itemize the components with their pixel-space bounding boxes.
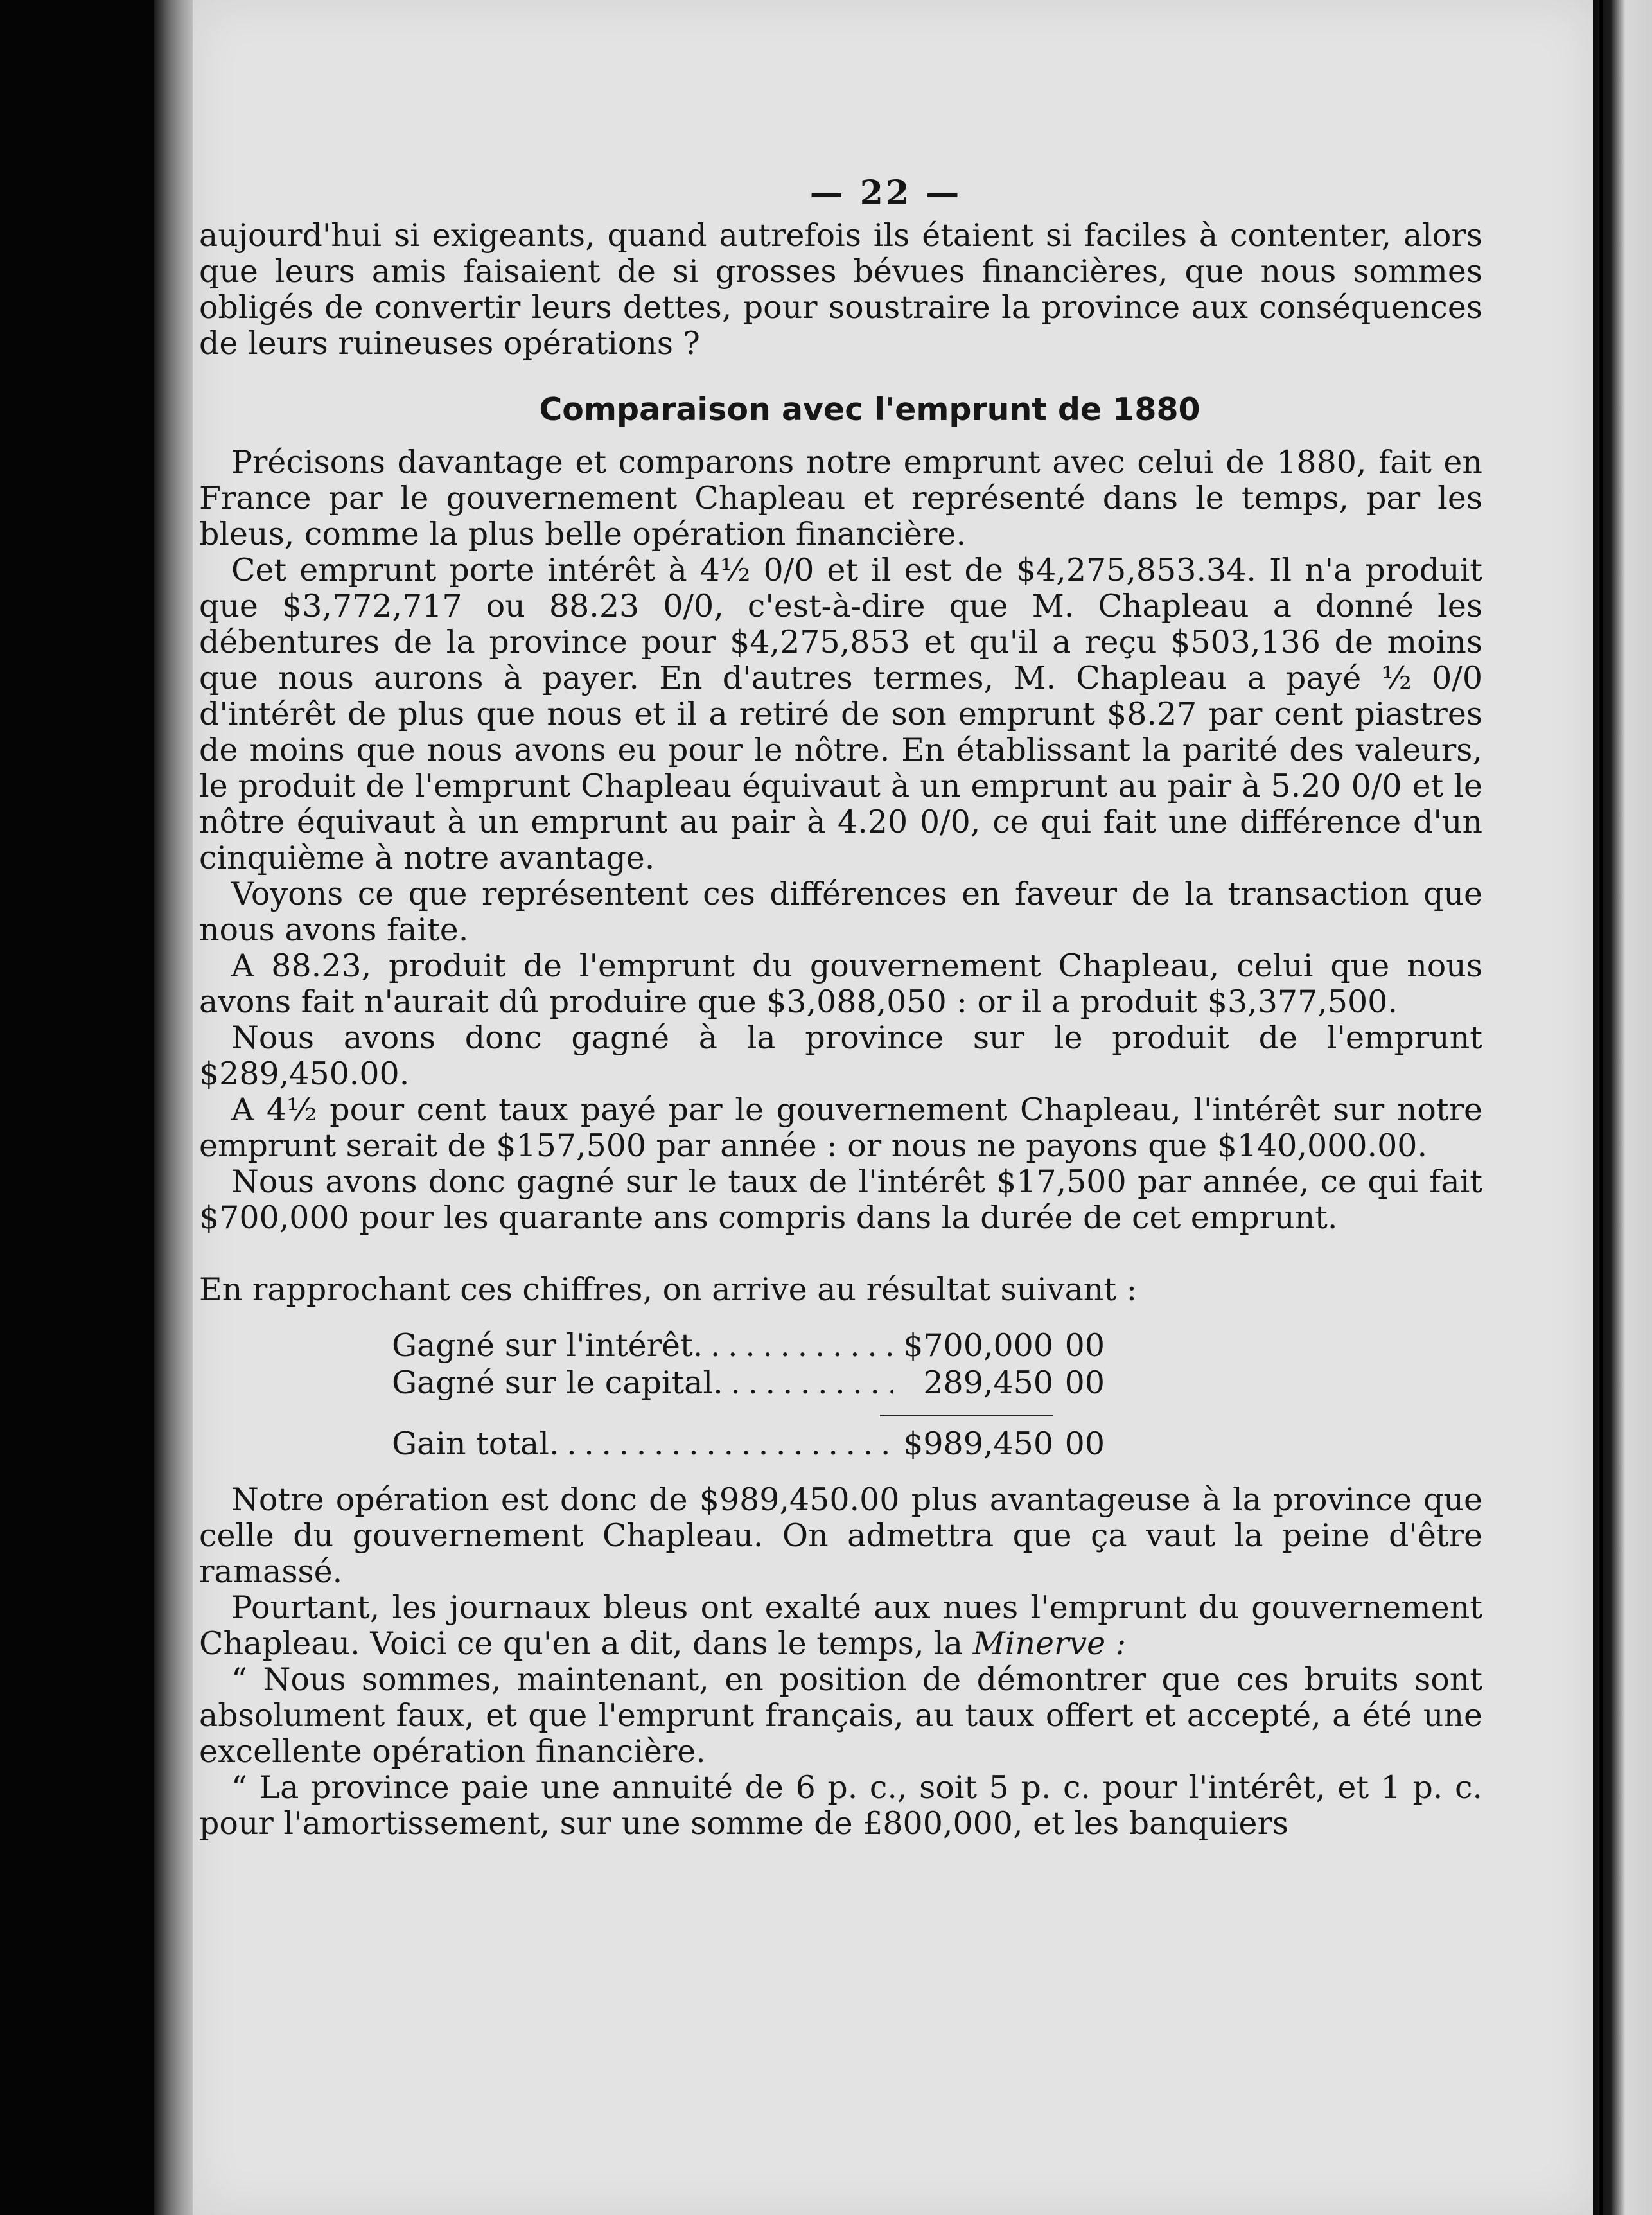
summary-total-amount: $989,450 bbox=[903, 1425, 1053, 1462]
summary-row bbox=[392, 1327, 1105, 1364]
summary-label: Gagné sur le capital bbox=[392, 1364, 714, 1401]
summary-total-row bbox=[392, 1425, 1105, 1463]
paragraph: aujourd'hui si exigeants, quand autrefois ils étaient si faciles à contenter, alors que leurs amis faisaient de si grosses bévues financières, que nous sommes obligés de convertir leurs dettes, pour soustraire la province aux conséquences de leurs ruineuses opérations ? bbox=[199, 217, 1482, 362]
paragraph: Nous avons donc gagné sur le taux de l'intérêt $17,500 par année, ce qui fait $700,000 pour les quarante ans compris dans la durée de cet emprunt. bbox=[199, 1163, 1482, 1236]
paragraph-text: Pourtant, les journaux bleus ont exalté aux nues l'emprunt du gouvernement Chapleau. Voici ce qu'en a dit, dans le temps, la bbox=[199, 1589, 1482, 1662]
summary-table bbox=[392, 1327, 1105, 1463]
section-heading: Comparaison avec l'emprunt de 1880 bbox=[539, 391, 1200, 428]
dot-leader bbox=[713, 1364, 893, 1402]
summary-label: Gagné sur l'intérêt bbox=[392, 1327, 693, 1364]
binding-edge bbox=[154, 0, 193, 2215]
summary-total-label: Gain total bbox=[392, 1425, 549, 1462]
summary-intro: En rapprochant ces chiffres, on arrive au résultat suivant : bbox=[199, 1271, 1138, 1308]
dot-leader bbox=[693, 1327, 893, 1364]
paragraph bbox=[199, 1590, 1482, 1662]
paragraph: A 88.23, produit de l'emprunt du gouvernement Chapleau, celui que nous avons fait n'aurait dû produire que $3,088,050 : or il a produit $3,377,500. bbox=[199, 948, 1482, 1020]
page-content bbox=[199, 173, 1482, 1842]
page-number: — 22 — bbox=[809, 173, 962, 213]
summary-row bbox=[392, 1364, 1105, 1402]
quoted-paragraph: “ Nous sommes, maintenant, en position de démontrer que ces bruits sont absolument faux, et que l'emprunt français, au taux offert et accepté, a été une excellente opération financière. bbox=[199, 1661, 1482, 1770]
left-scan-margin bbox=[0, 0, 154, 2215]
paragraph: Voyons ce que représentent ces différences en faveur de la transaction que nous avons faite. bbox=[199, 876, 1482, 948]
dot-leader bbox=[549, 1425, 893, 1463]
summary-cents: 00 bbox=[1064, 1364, 1105, 1401]
summary-amount: 289,450 bbox=[923, 1364, 1053, 1401]
summary-rule bbox=[880, 1415, 1053, 1416]
paragraph: Cet emprunt porte intérêt à 4½ 0/0 et il est de $4,275,853.34. Il n'a produit que $3,772,717 ou 88.23 0/0, c'est-à-dire que M. Chapleau a donné les débentures de la province pour $4,275,853 et qu'il a reçu $503,136 de moins que nous aurons à payer. En d'autres termes, M. Chapleau a payé ½ 0/0 d'intérêt de plus que nous et il a retiré de son emprunt $8.27 par cent piastres de moins que nous avons eu pour le nôtre. En établissant la parité des valeurs, le produit de l'emprunt Chapleau équivaut à un emprunt au pair à 5.20 0/0 et le nôtre équivaut à un emprunt au pair à 4.20 0/0, ce qui fait une différence d'un cinquième à notre avantage. bbox=[199, 552, 1482, 876]
paragraph: A 4½ pour cent taux payé par le gouvernement Chapleau, l'intérêt sur notre emprunt serait de $157,500 par année : or nous ne payons que $140,000.00. bbox=[199, 1091, 1482, 1164]
blank-line bbox=[199, 1236, 1482, 1272]
paragraph: Notre opération est donc de $989,450.00 plus avantageuse à la province que celle du gouvernement Chapleau. On admettra que ça vaut la peine d'être ramassé. bbox=[199, 1481, 1482, 1590]
newspaper-name: Minerve : bbox=[972, 1625, 1127, 1662]
paragraph: Nous avons donc gagné à la province sur le produit de l'emprunt $289,450.00. bbox=[199, 1019, 1482, 1092]
summary-amount: $700,000 bbox=[903, 1327, 1053, 1364]
summary-cents: 00 bbox=[1064, 1327, 1105, 1364]
quoted-paragraph: “ La province paie une annuité de 6 p. c., soit 5 p. c. pour l'intérêt, et 1 p. c. pour l'amortissement, sur une somme de £800,000, et les banquiers bbox=[199, 1769, 1482, 1842]
right-scan-edge bbox=[1593, 0, 1652, 2215]
paragraph: Précisons davantage et comparons notre emprunt avec celui de 1880, fait en France par le gouvernement Chapleau et représenté dans le temps, par les bleus, comme la plus belle opération financière. bbox=[199, 444, 1482, 552]
summary-total-cents: 00 bbox=[1064, 1425, 1105, 1462]
